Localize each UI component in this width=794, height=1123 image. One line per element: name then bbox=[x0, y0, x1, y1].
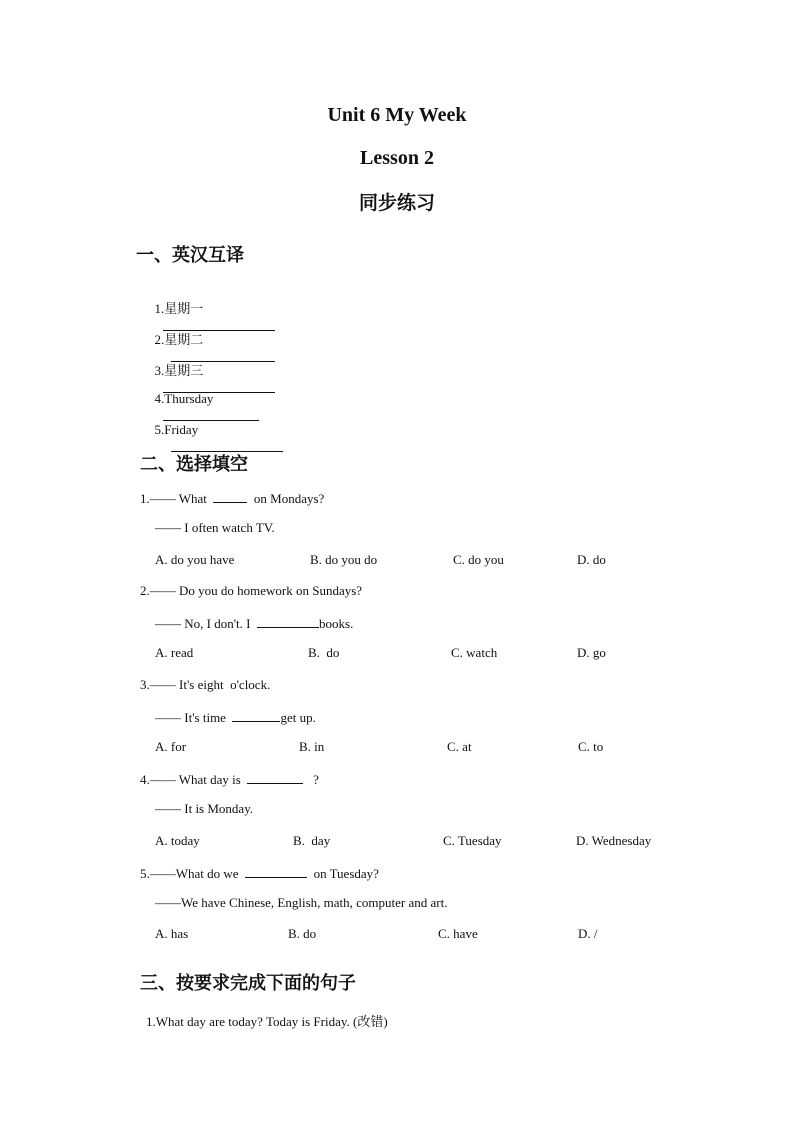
option-a[interactable]: A. today bbox=[155, 833, 200, 848]
question-line bbox=[140, 770, 319, 788]
answer-text: —— No, I don't. I bbox=[155, 616, 251, 631]
question-line: 3.—— It's eight o'clock. bbox=[140, 677, 271, 692]
section-heading-1: 一、英汉互译 bbox=[136, 245, 244, 266]
page-title: Unit 6 My Week bbox=[327, 104, 467, 126]
option-c[interactable]: C. watch bbox=[451, 645, 498, 660]
item-word: Thursday bbox=[164, 391, 214, 406]
option-b[interactable]: B. in bbox=[299, 739, 325, 754]
item-number: 5. bbox=[154, 422, 165, 437]
question-line bbox=[140, 864, 379, 882]
answer-line: —— It is Monday. bbox=[155, 801, 254, 816]
option-b[interactable]: B. day bbox=[293, 833, 331, 848]
option-a[interactable]: A. has bbox=[155, 926, 189, 941]
item-number: 3. bbox=[154, 363, 165, 378]
option-c[interactable]: C. do you bbox=[453, 552, 504, 567]
item-number: 4. bbox=[154, 391, 165, 406]
answer-text-after: books. bbox=[319, 616, 354, 631]
option-b[interactable]: B. do bbox=[308, 645, 340, 660]
item-word: 星期三 bbox=[164, 364, 204, 379]
item-word: Friday bbox=[164, 422, 199, 437]
question-text: 4.—— What day is bbox=[140, 772, 241, 787]
option-a[interactable]: A. read bbox=[155, 645, 194, 660]
option-d[interactable]: D. / bbox=[578, 926, 598, 941]
answer-blank[interactable] bbox=[213, 489, 247, 503]
question-text-after: on Tuesday? bbox=[313, 866, 379, 881]
answer-line: ——We have Chinese, English, math, computer and art. bbox=[155, 895, 448, 910]
question-text: 1.—— What bbox=[140, 491, 207, 506]
option-a[interactable]: A. for bbox=[155, 739, 187, 754]
answer-blank[interactable] bbox=[247, 770, 303, 784]
option-c[interactable]: C. at bbox=[447, 739, 472, 754]
question-text-after: on Mondays? bbox=[253, 491, 325, 506]
option-d[interactable]: D. go bbox=[577, 645, 606, 660]
question-text-after: ? bbox=[313, 772, 319, 787]
list-item bbox=[148, 406, 283, 456]
answer-text: —— It's time bbox=[155, 710, 226, 725]
option-c[interactable]: C. Tuesday bbox=[443, 833, 502, 848]
item-word: 星期二 bbox=[164, 333, 204, 348]
option-d[interactable]: C. to bbox=[578, 739, 604, 754]
option-d[interactable]: D. Wednesday bbox=[576, 833, 652, 848]
answer-line bbox=[155, 614, 353, 632]
option-b[interactable]: B. do bbox=[288, 926, 317, 941]
question-line bbox=[140, 489, 324, 507]
question-text: 5.——What do we bbox=[140, 866, 239, 881]
answer-blank[interactable] bbox=[232, 708, 280, 722]
option-c[interactable]: C. have bbox=[438, 926, 478, 941]
answer-line: —— I often watch TV. bbox=[155, 520, 275, 535]
answer-blank[interactable] bbox=[245, 864, 307, 878]
page-subtitle: 同步练习 bbox=[358, 192, 435, 214]
list-item: 1.What day are today? Today is Friday. (改错) bbox=[146, 1014, 388, 1029]
option-a[interactable]: A. do you have bbox=[155, 552, 235, 567]
section-heading-3: 三、按要求完成下面的句子 bbox=[140, 973, 356, 994]
item-number: 2. bbox=[154, 332, 165, 347]
item-number: 1. bbox=[154, 301, 165, 316]
question-line: 2.—— Do you do homework on Sundays? bbox=[140, 583, 363, 598]
option-d[interactable]: D. do bbox=[577, 552, 606, 567]
answer-text-after: get up. bbox=[280, 710, 316, 725]
option-b[interactable]: B. do you do bbox=[310, 552, 378, 567]
lesson-title: Lesson 2 bbox=[360, 147, 434, 169]
item-word: 星期一 bbox=[164, 302, 204, 317]
answer-blank[interactable] bbox=[257, 614, 319, 628]
section-heading-2: 二、选择填空 bbox=[140, 454, 248, 475]
answer-line bbox=[155, 708, 316, 726]
